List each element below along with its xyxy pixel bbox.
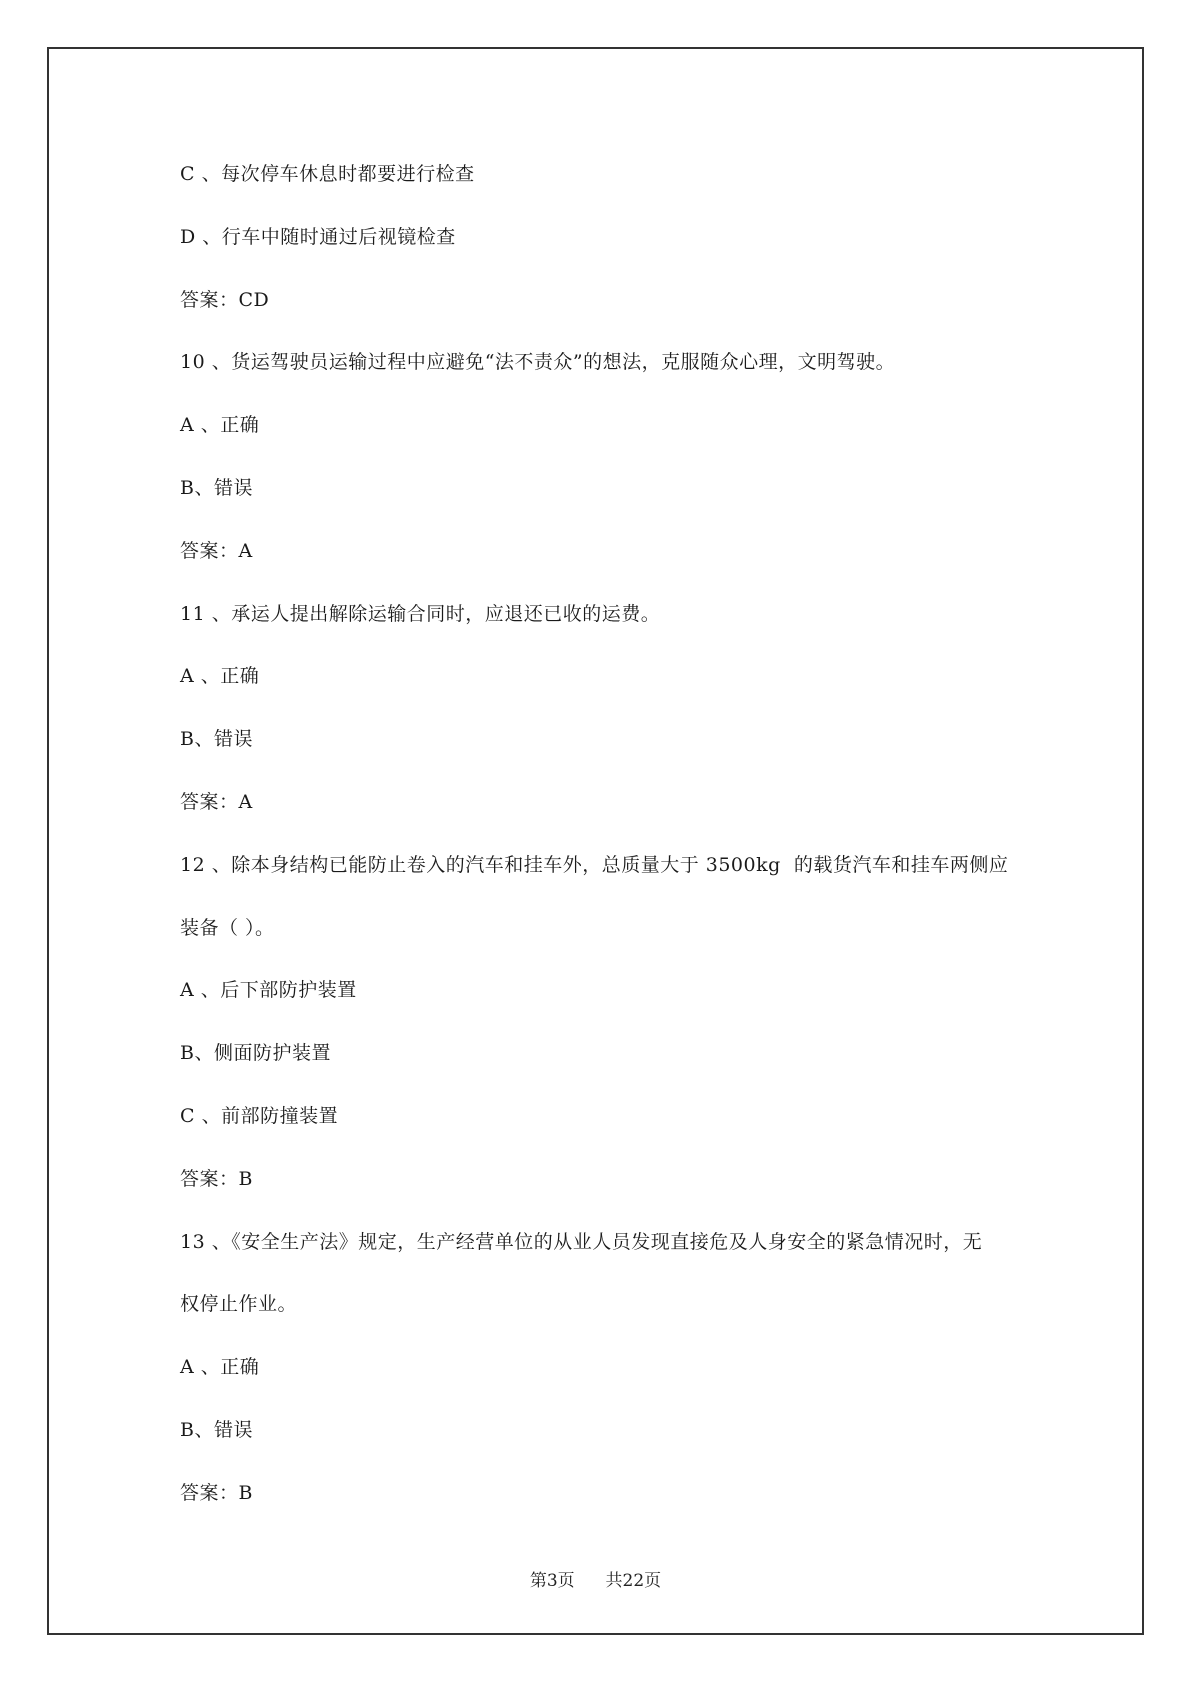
answer: 答案：B: [180, 1167, 253, 1190]
option-a: A 、正确: [180, 1356, 260, 1379]
option-a: A 、正确: [180, 414, 260, 437]
option-d: D 、行车中随时通过后视镜检查: [180, 225, 456, 248]
page-number: 第3页: [529, 1571, 575, 1591]
answer: 答案：B: [180, 1481, 253, 1504]
page-total: 共22页: [605, 1571, 662, 1591]
question-10: 10 、货运驾驶员运输过程中应避免“法不责众”的想法，克服随众心理，文明驾驶。: [180, 351, 896, 374]
page-footer: [0, 1566, 1191, 1591]
option-b: B、错误: [180, 728, 253, 751]
option-a: A 、正确: [180, 665, 260, 688]
question-13-continued: 权停止作业。: [180, 1293, 298, 1316]
answer: 答案：CD: [180, 288, 270, 311]
answer: 答案：A: [180, 790, 253, 813]
option-a: A 、后下部防护装置: [180, 979, 357, 1002]
option-c: C 、每次停车休息时都要进行检查: [180, 163, 475, 185]
option-b: B、错误: [180, 476, 253, 499]
option-b: B、错误: [180, 1418, 253, 1441]
answer: 答案：A: [180, 539, 253, 562]
document-body: [180, 154, 1040, 1536]
option-c: C 、前部防撞装置: [180, 1104, 339, 1127]
question-12: 12 、除本身结构已能防止卷入的汽车和挂车外，总质量大于 3500kg 的载货汽车和挂车两侧应: [180, 853, 1009, 876]
option-b: B、侧面防护装置: [180, 1042, 331, 1065]
question-12-continued: 装备（ ）。: [180, 916, 275, 939]
question-13: 13 、《安全生产法》规定，生产经营单位的从业人员发现直接危及人身安全的紧急情况时，无: [180, 1230, 983, 1253]
question-11: 11 、承运人提出解除运输合同时，应退还已收的运费。: [180, 602, 661, 625]
